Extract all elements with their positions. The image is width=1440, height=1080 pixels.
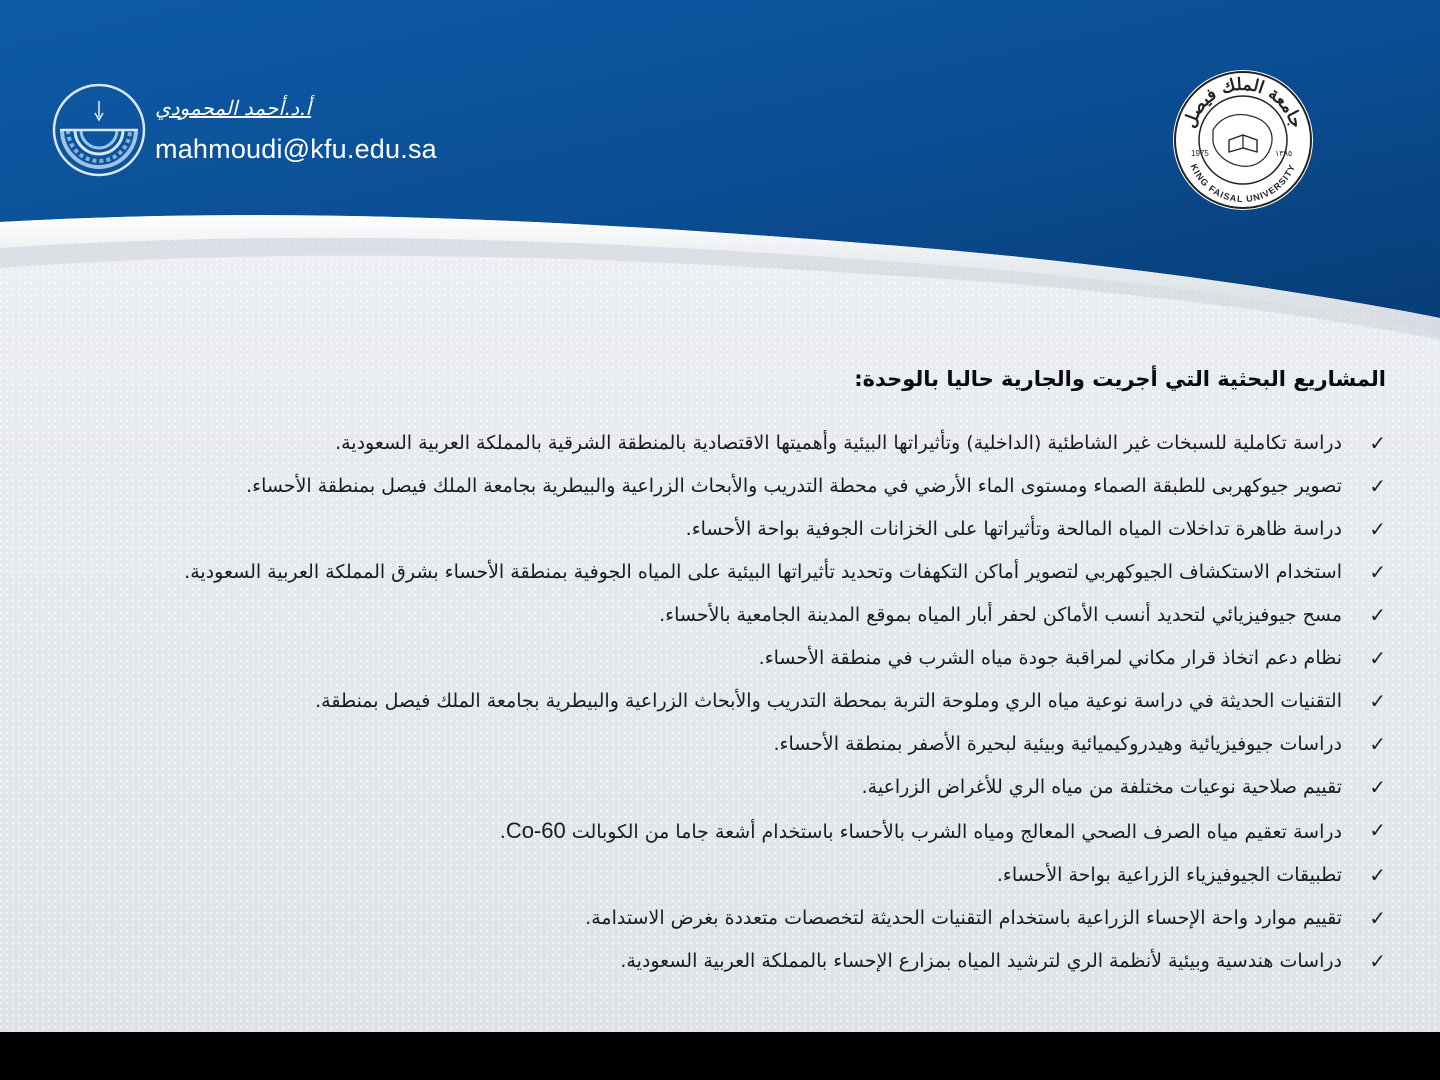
list-item bbox=[46, 940, 1386, 983]
list-item bbox=[46, 854, 1386, 897]
item-text: تطبيقات الجيوفيزياء الزراعية بواحة الأحساء. bbox=[996, 864, 1342, 886]
checkmark-icon: ✓ bbox=[1369, 689, 1386, 713]
list-item bbox=[46, 897, 1386, 940]
checkmark-icon: ✓ bbox=[1369, 646, 1386, 670]
item-text: دراسة ظاهرة تداخلات المياه المالحة وتأثيراتها على الخزانات الجوفية بواحة الأحساء. bbox=[685, 518, 1342, 540]
item-text: مسح جيوفيزيائي لتحديد أنسب الأماكن لحفر أبار المياه بموقع المدينة الجامعية بالأحساء. bbox=[659, 604, 1342, 626]
item-text: تقييم موارد واحة الإحساء الزراعية باستخدام التقنيات الحديثة لتخصصات متعددة بغرض الاستدامة. bbox=[585, 907, 1342, 929]
unit-logo-icon bbox=[52, 83, 146, 177]
list-item bbox=[46, 766, 1386, 809]
checkmark-icon: ✓ bbox=[1369, 517, 1386, 541]
checkmark-icon: ✓ bbox=[1369, 863, 1386, 887]
item-text: دراسات جيوفيزيائية وهيدروكيميائية وبيئية لبحيرة الأصفر بمنطقة الأحساء. bbox=[773, 733, 1342, 755]
checkmark-icon: ✓ bbox=[1369, 775, 1386, 799]
seal-year-left: 1975 bbox=[1191, 149, 1209, 158]
projects-list bbox=[46, 422, 1386, 983]
list-item bbox=[46, 465, 1386, 508]
checkmark-icon: ✓ bbox=[1369, 732, 1386, 756]
item-text: دراسات هندسية وبيئية لأنظمة الري لترشيد المياه بمزارع الإحساء بالمملكة العربية السعودية. bbox=[620, 950, 1342, 972]
item-text: دراسة تعقيم مياه الصرف الصحي المعالج ومياه الشرب بالأحساء باستخدام أشعة جاما من الكوبالت bbox=[571, 821, 1342, 843]
checkmark-icon: ✓ bbox=[1369, 603, 1386, 627]
list-item bbox=[46, 551, 1386, 594]
checkmark-icon: ✓ bbox=[1369, 906, 1386, 930]
checkmark-icon: ✓ bbox=[1369, 949, 1386, 973]
checkmark-icon: ✓ bbox=[1369, 560, 1386, 584]
list-item bbox=[46, 809, 1386, 854]
university-seal-icon bbox=[1171, 68, 1315, 212]
list-item bbox=[46, 508, 1386, 551]
author-name: أ.د.أحمد المحمودي bbox=[155, 96, 312, 120]
seal-english-text: KING FAISAL UNIVERSITY bbox=[1188, 162, 1298, 205]
item-text: دراسة تكاملية للسبخات غير الشاطئية (الداخلية) وتأثيراتها البيئية وأهميتها الاقتصادية بالمنطقة الشرقية بالمملكة العربية السعودية. bbox=[335, 432, 1342, 454]
list-item bbox=[46, 422, 1386, 465]
checkmark-icon: ✓ bbox=[1369, 431, 1386, 455]
footer-bar bbox=[0, 1032, 1440, 1080]
item-text: نظام دعم اتخاذ قرار مكاني لمراقبة جودة مياه الشرب في منطقة الأحساء. bbox=[758, 647, 1342, 669]
seal-year-right: ١٣٩٥ bbox=[1275, 149, 1293, 158]
checkmark-icon: ✓ bbox=[1369, 474, 1386, 498]
item-text: تصوير جيوكهربى للطبقة الصماء ومستوى الماء الأرضي في محطة التدريب والأبحاث الزراعية والبيطرية بجامعة الملك فيصل بمنطقة الأحساء. bbox=[246, 475, 1342, 497]
cobalt-label: Co-60 bbox=[505, 818, 566, 843]
section-heading: المشاريع البحثية التي أجريت والجارية حاليا بالوحدة: bbox=[854, 367, 1386, 391]
list-item bbox=[46, 594, 1386, 637]
list-item bbox=[46, 637, 1386, 680]
seal-arabic-text: جامعة الملك فيصل bbox=[1179, 74, 1307, 131]
list-item bbox=[46, 723, 1386, 766]
item-text: التقنيات الحديثة في دراسة نوعية مياه الري وملوحة التربة بمحطة التدريب والأبحاث الزراعية والبيطرية بجامعة الملك فيصل بمنطقة. bbox=[315, 690, 1342, 712]
checkmark-icon: ✓ bbox=[1369, 818, 1386, 842]
item-text: استخدام الاستكشاف الجيوكهربي لتصوير أماكن التكهفات وتحديد تأثيراتها البيئية على المياه الجوفية بمنطقة الأحساء بشرق المملكة العربية السعودية. bbox=[184, 561, 1342, 583]
author-email: mahmoudi@kfu.edu.sa bbox=[155, 134, 437, 164]
list-item bbox=[46, 680, 1386, 723]
item-end-punct: . bbox=[499, 821, 506, 843]
item-text: تقييم صلاحية نوعيات مختلفة من مياه الري للأغراض الزراعية. bbox=[861, 776, 1342, 798]
